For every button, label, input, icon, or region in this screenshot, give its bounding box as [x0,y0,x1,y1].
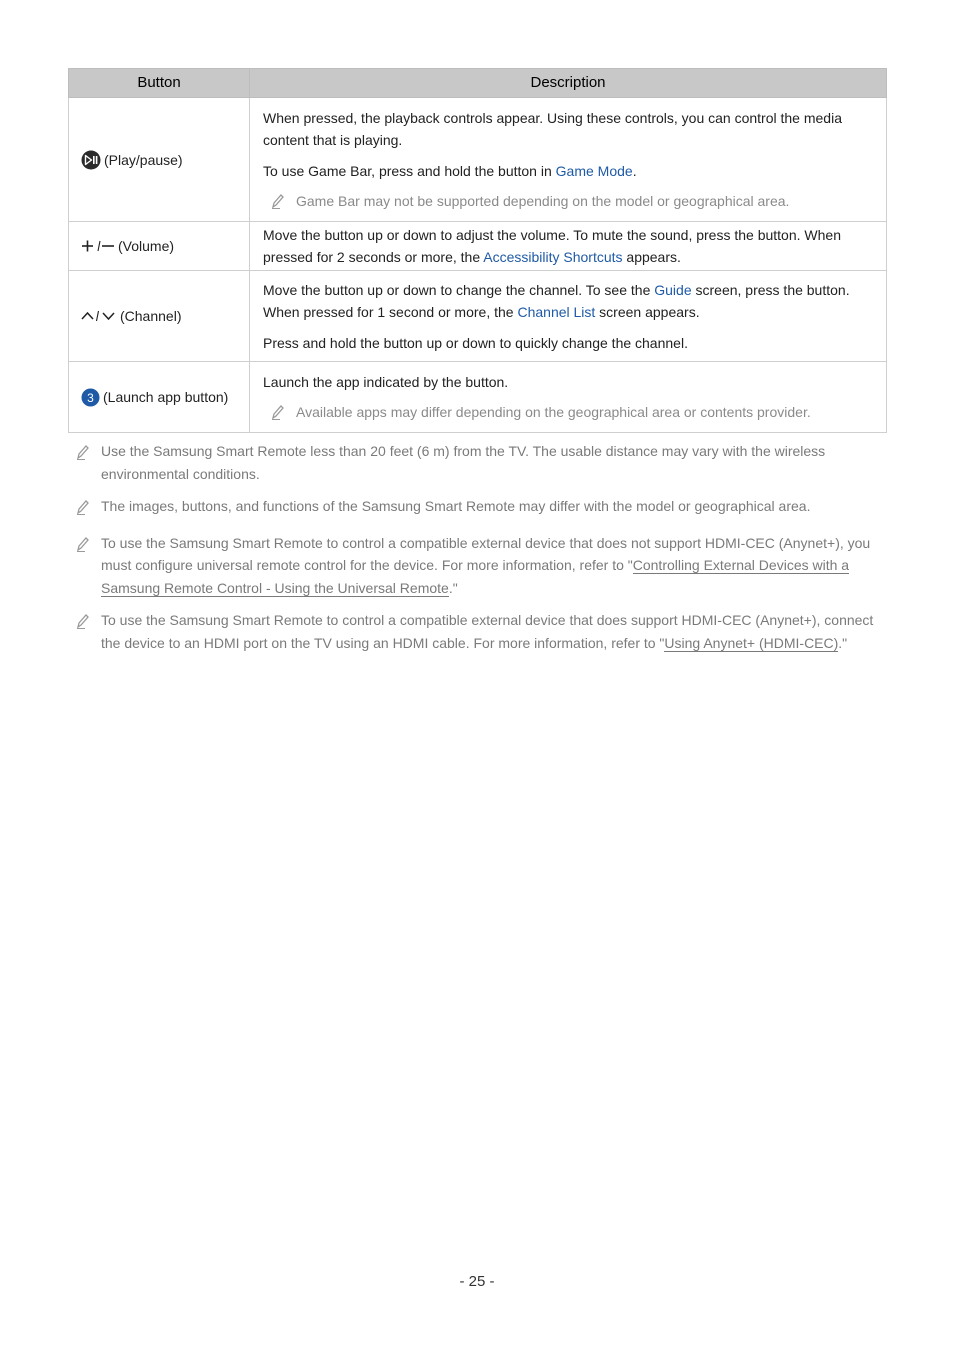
note-text: The images, buttons, and functions of the Samsung Smart Remote may differ with the model or geographical area. [101,498,811,514]
pencil-icon [76,444,90,460]
pencil-icon [76,536,90,552]
button-label: (Channel) [120,308,182,324]
channel-list-link[interactable]: Channel List [517,303,596,320]
text-span: screen appears. [595,303,700,320]
description-cell [250,362,887,433]
description-text [263,279,873,323]
table-row [69,98,887,222]
launch-app-badge-text: 3 [87,390,94,405]
game-mode-link[interactable]: Game Mode [555,163,633,179]
description-note [263,401,873,423]
pencil-icon [271,404,285,420]
note-item [68,532,888,600]
launch-app-icon [81,388,100,407]
remote-buttons-table [68,68,887,433]
text-span: To use Game Bar, press and hold the button in [263,163,556,179]
table-row [69,271,887,362]
note-text: ." [838,634,848,651]
text-span: screen, press the button. When pressed for 1 second or more, the [263,281,850,320]
text-span: appears. [622,249,681,265]
note-text: Available apps may differ depending on the geographical area or contents provider. [296,404,811,420]
button-cell [69,98,250,222]
anynet-link[interactable]: Using Anynet+ (HDMI-CEC) [664,634,839,651]
notes-section [68,440,888,664]
button-label: (Launch app button) [103,389,229,405]
universal-remote-link[interactable]: Controlling External Devices with a Samsung Remote Control - Using the Universal Remote [101,557,850,596]
page-number: - 25 - [459,1273,495,1290]
note-text: To use the Samsung Smart Remote to control a compatible external device that does support HDMI-CEC (Anynet+), connect the device to an HDMI port on the TV using an HDMI cable. For more information, refer to " [101,612,874,651]
table-header-row [69,69,887,98]
description-text: Press and hold the button up or down to quickly change the channel. [263,334,688,351]
table-row [69,222,887,271]
description-note [263,190,873,212]
text-span: . [632,163,637,179]
description-cell [250,222,887,271]
description-text: When pressed, the playback controls appear. Using these controls, you can control the media content that is playing. [263,110,842,148]
accessibility-shortcuts-link[interactable]: Accessibility Shortcuts [483,249,623,265]
button-label: (Play/pause) [104,151,183,168]
button-cell [69,271,250,362]
channel-up-down-icon [81,309,117,323]
note-text: Game Bar may not be supported depending on the model or geographical area. [296,193,790,209]
description-cell [250,271,887,362]
note-text: To use the Samsung Smart Remote to control a compatible external device that does not support HDMI-CEC (Anynet+), you must configure universal remote control for the device. For more information, refer to " [101,534,871,573]
description-text: Launch the app indicated by the button. [263,374,509,390]
volume-plus-minus-icon [81,239,115,253]
note-item [68,440,888,485]
description-text [263,224,873,268]
description-cell [250,98,887,222]
button-cell [69,222,250,271]
text-span: Move the button up or down to change the channel. To see the [263,281,655,298]
button-label: (Volume) [118,238,175,254]
guide-link[interactable]: Guide [654,281,692,298]
note-item [68,495,888,518]
text-span: Move the button up or down to adjust the volume. To mute the sound, press the button. When pressed for 2 seconds or more, the [263,227,841,265]
note-text: ." [448,579,458,596]
button-cell [69,362,250,433]
table-row [69,362,887,433]
pencil-icon [271,193,285,209]
note-text: Use the Samsung Smart Remote less than 20 feet (6 m) from the TV. The usable distance may vary with the wireless environmental conditions. [101,443,826,482]
pencil-icon [76,499,90,515]
header-description: Description [250,69,887,98]
note-item [68,609,888,654]
pencil-icon [76,613,90,629]
header-button: Button [69,69,250,98]
description-text [263,160,873,182]
play-pause-icon [81,150,101,170]
